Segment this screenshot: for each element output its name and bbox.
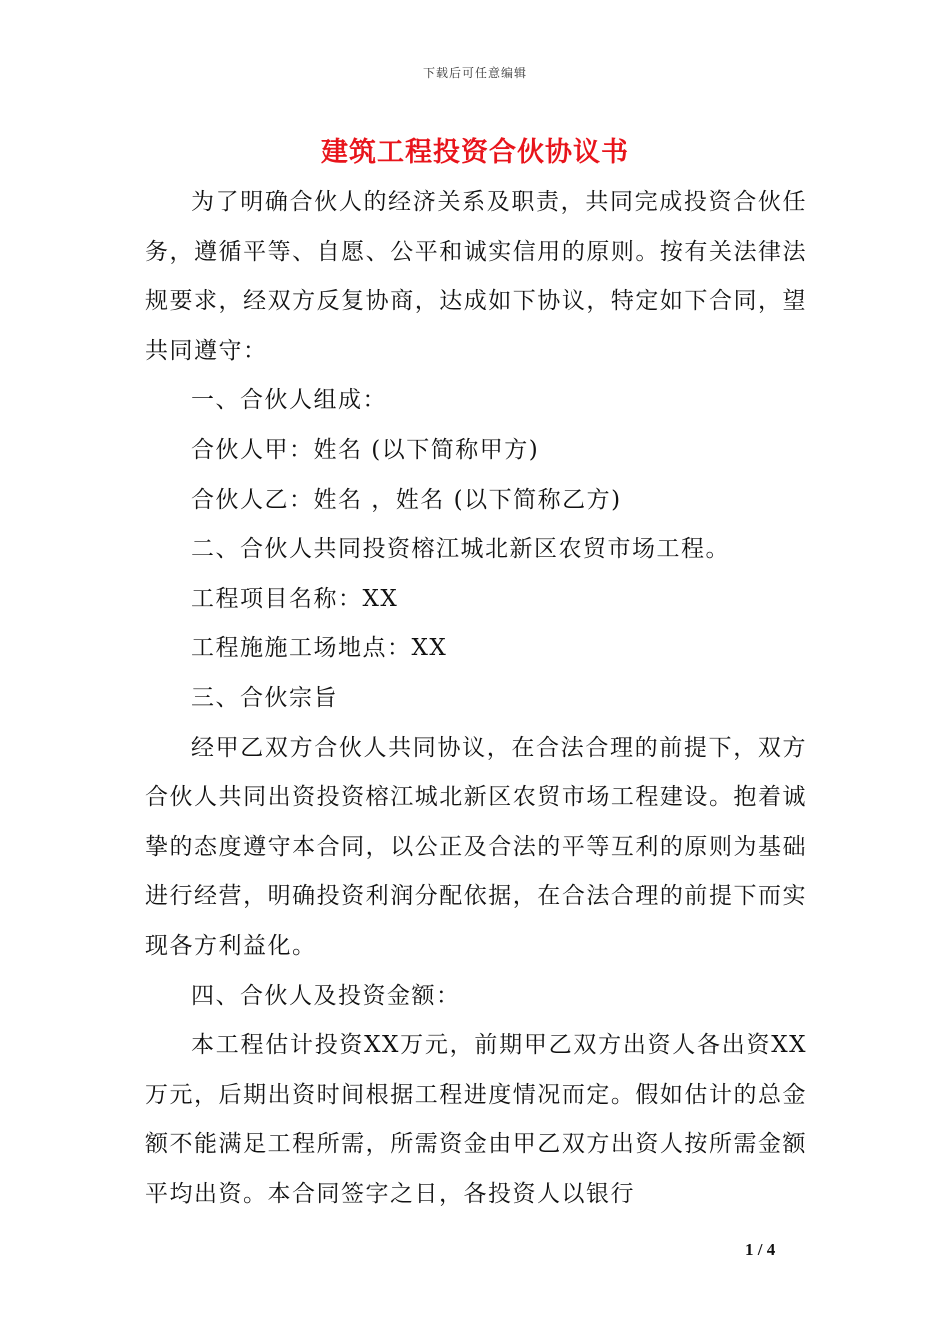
purpose-paragraph: 经甲乙双方合伙人共同协议，在合法合理的前提下，双方合伙人共同出资投资榕江城北新区农贸市场工程建设。抱着诚挚的态度遵守本合同，以公正及合法的平等互利的原则为基础进行经营，明确投资利润分配依据，在合法合理的前提下而实现各方利益化。 — [145, 734, 807, 959]
section-heading-purpose: 三、合伙宗旨 — [191, 684, 338, 711]
section-heading-partners: 一、合伙人组成： — [191, 387, 387, 414]
paragraph-intro: 为了明确合伙人的经济关系及职责，共同完成投资合伙任务，遵循平等、自愿、公平和诚实信用的原则。按有关法律法规要求，经双方反复协商，达成如下协议，特定如下合同，望共同遵守： — [145, 189, 807, 364]
investment-paragraph: 本工程估计投资XX万元，前期甲乙双方出资人各出资XX万元，后期出资时间根据工程进度情况而定。假如估计的总金额不能满足工程所需，所需资金由甲乙双方出资人按所需金额平均出资。本合同签字之日，各投资人以银行 — [145, 1032, 807, 1207]
section-heading-project: 二、合伙人共同投资榕江城北新区农贸市场工程。 — [191, 536, 730, 563]
partner-a-line: 合伙人甲：姓名 (以下简称甲方) — [191, 436, 540, 463]
page-number: 1 / 4 — [745, 1240, 776, 1259]
section-heading-investment: 四、合伙人及投资金额： — [191, 982, 461, 1009]
header-note: 下载后可任意编辑 — [422, 66, 527, 80]
project-name-line: 工程项目名称：XX — [191, 585, 399, 612]
document-title: 建筑工程投资合伙协议书 — [321, 137, 629, 168]
partner-b-line: 合伙人乙：姓名 ，姓名 (以下简称乙方) — [191, 486, 622, 513]
document-body — [145, 178, 807, 1219]
project-site-line: 工程施施工场地点：XX — [191, 635, 448, 662]
